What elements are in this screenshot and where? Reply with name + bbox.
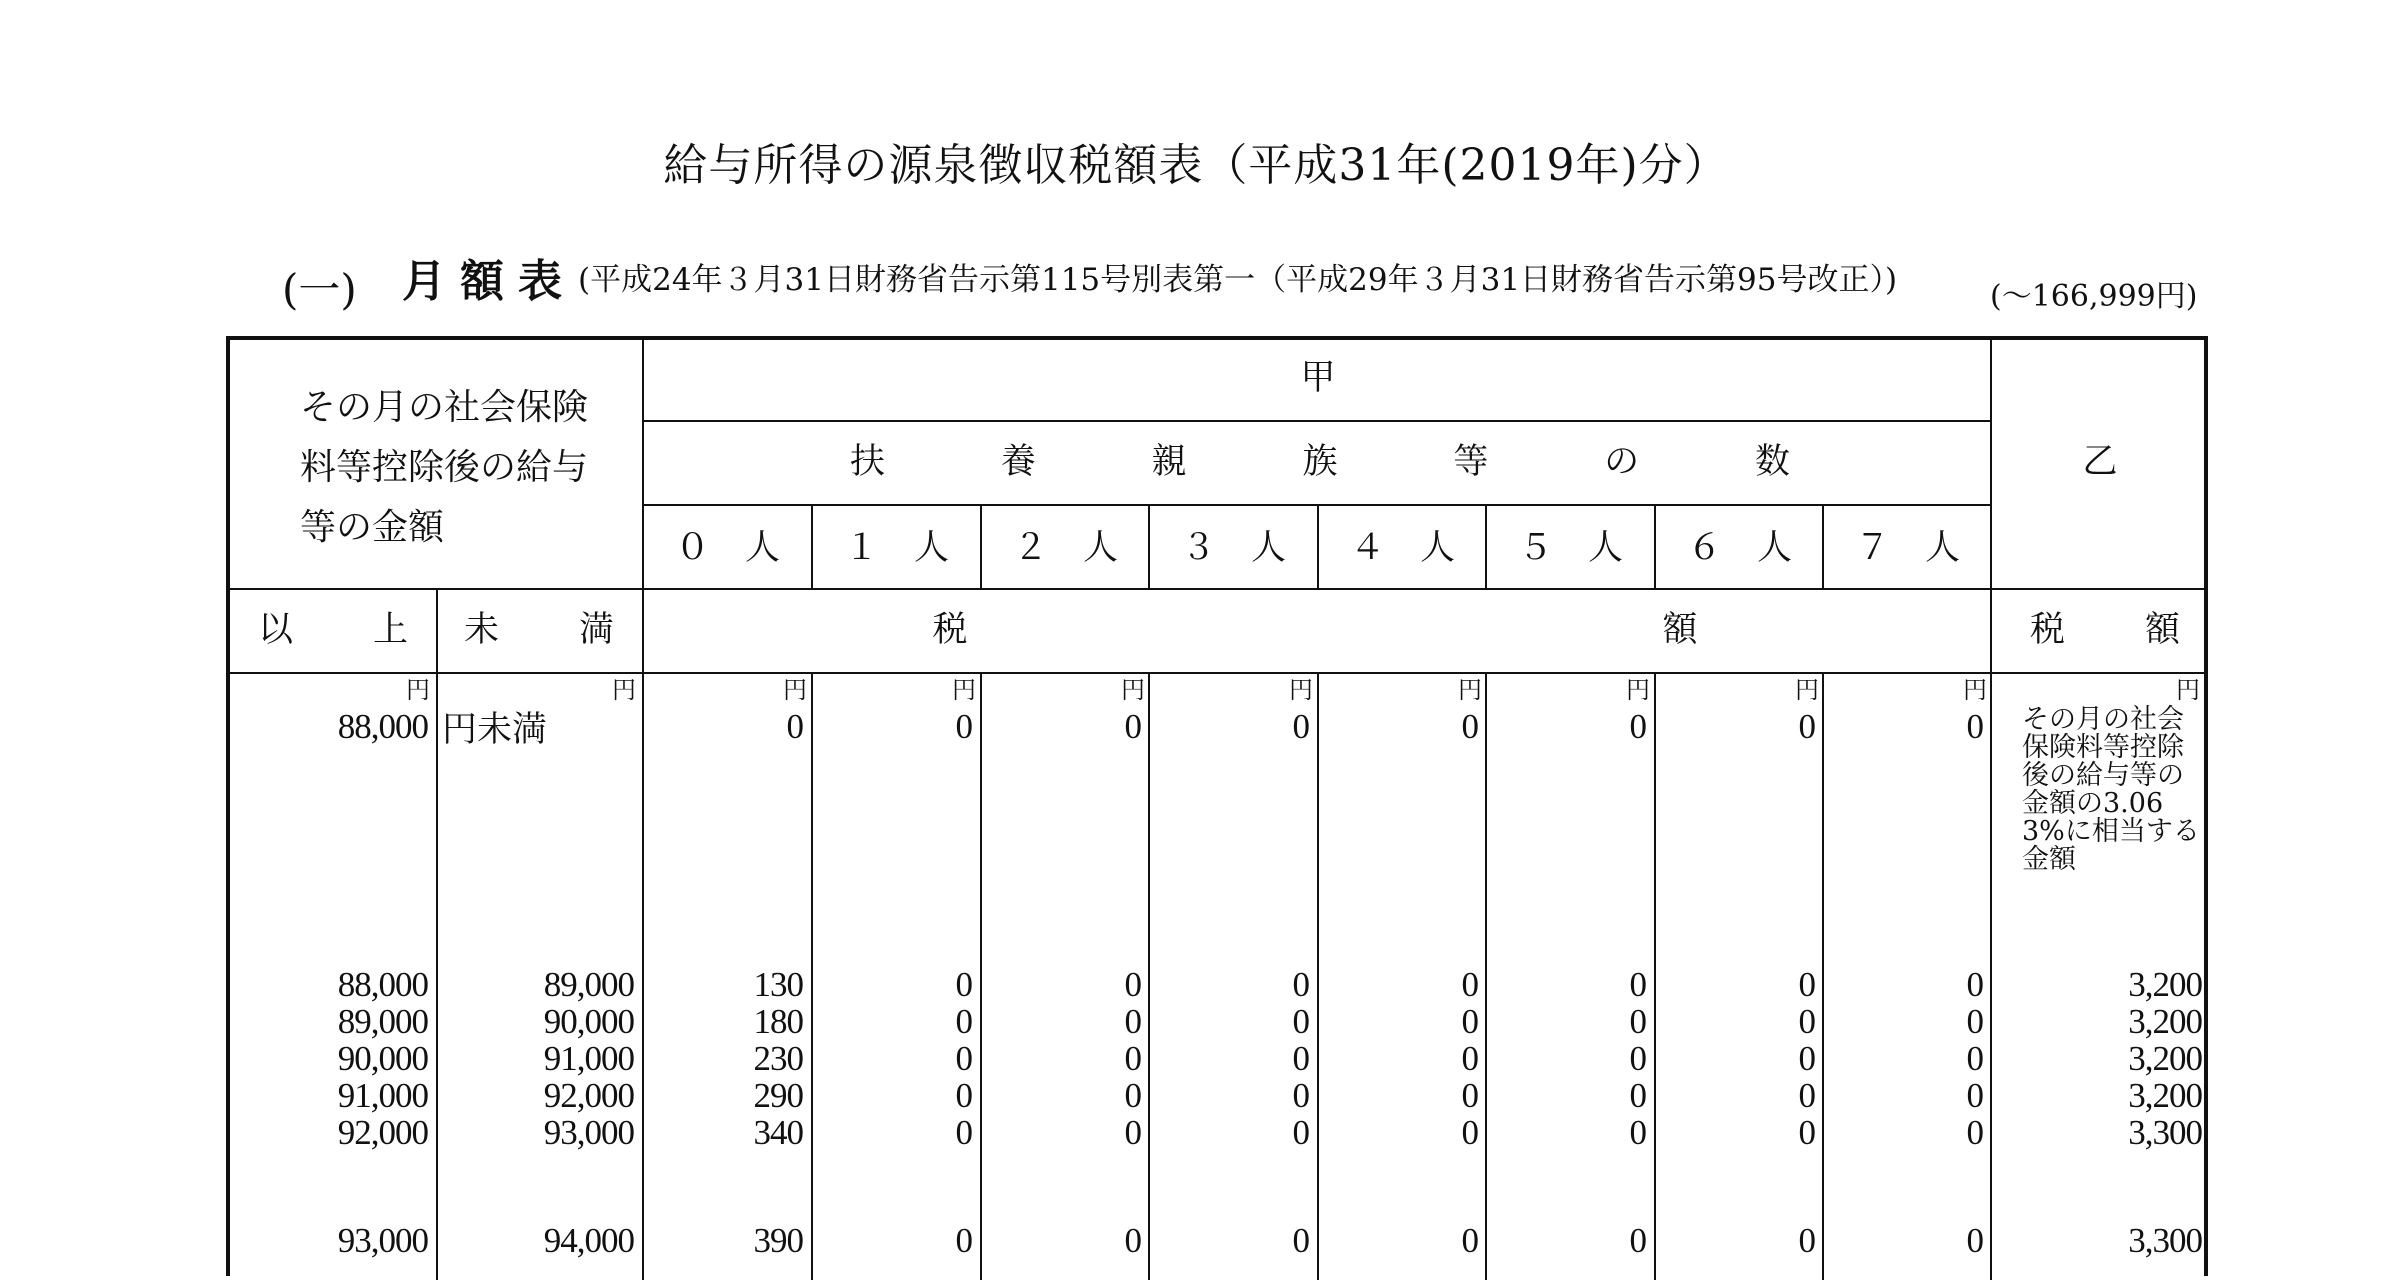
- section-number: (一): [282, 265, 357, 314]
- unit-label: 円: [1795, 676, 1819, 704]
- tax-label-left: 税: [932, 610, 968, 650]
- dependents-header-char: 扶: [850, 442, 886, 482]
- row-kou-5: 0: [1629, 1113, 1646, 1152]
- unit-label: 円: [1458, 676, 1482, 704]
- dependents-count-7: ７ 人: [1854, 528, 1960, 568]
- row-otsu: 3,200: [2128, 1076, 2202, 1115]
- rule-header-bottom: [230, 588, 2208, 590]
- row-kou-1: 0: [955, 1076, 972, 1115]
- row-kou-4: 0: [1461, 1113, 1478, 1152]
- first-row-kou-1: 0: [955, 707, 972, 746]
- dependents-count-1: １ 人: [843, 528, 949, 568]
- row-kou-5: 0: [1629, 1002, 1646, 1041]
- row-kou-6: 0: [1798, 1002, 1815, 1041]
- row-kou-6: 0: [1798, 1221, 1815, 1260]
- row-kou-4: 0: [1461, 1221, 1478, 1260]
- row-kou-3: 0: [1292, 1113, 1309, 1152]
- row-kou-2: 0: [1124, 1113, 1141, 1152]
- otsu-tax-header-char: 税: [2030, 610, 2066, 650]
- dependents-header: [850, 440, 1790, 484]
- otsu-header: 乙: [2082, 442, 2118, 482]
- first-row-below-text: 円未満: [442, 710, 548, 750]
- row-below: 91,000: [543, 1039, 634, 1078]
- row-kou-1: 0: [955, 1002, 972, 1041]
- section-legal-note: (平成24年３月31日財務省告示第115号別表第一（平成29年３月31日財務省告示第95号改正）): [578, 262, 1898, 298]
- dependents-count-2: ２ 人: [1012, 528, 1118, 568]
- rule-tax-label: [230, 672, 2208, 674]
- above-header-char: 上: [372, 610, 408, 650]
- unit-label: 円: [1963, 676, 1987, 704]
- first-row-kou-7: 0: [1966, 707, 1983, 746]
- row-kou-7: 0: [1966, 1002, 1983, 1041]
- dependents-header-char: 養: [1000, 442, 1036, 482]
- rule-kou: [644, 420, 1992, 422]
- document-title: 給与所得の源泉徴収税額表（平成31年(2019年)分）: [663, 140, 1729, 191]
- dependents-header-char: 数: [1754, 442, 1790, 482]
- dependents-header-char: の: [1604, 442, 1640, 482]
- above-header: [258, 608, 408, 652]
- row-kou-2: 0: [1124, 965, 1141, 1004]
- row-kou-7: 0: [1966, 1076, 1983, 1115]
- row-otsu: 3,200: [2128, 1002, 2202, 1041]
- row-kou-3: 0: [1292, 1221, 1309, 1260]
- row-otsu: 3,200: [2128, 1039, 2202, 1078]
- first-row-kou-6: 0: [1798, 707, 1815, 746]
- row-kou-2: 0: [1124, 1002, 1141, 1041]
- row-kou-0: 390: [753, 1221, 803, 1260]
- row-kou-2: 0: [1124, 1221, 1141, 1260]
- row-kou-3: 0: [1292, 1076, 1309, 1115]
- unit-label: 円: [612, 676, 636, 704]
- row-above: 92,000: [337, 1113, 428, 1152]
- row-kou-3: 0: [1292, 1002, 1309, 1041]
- row-kou-3: 0: [1292, 965, 1309, 1004]
- otsu-note: その月の社会保険料等控除後の給与等の金額の3.063%に相当する金額: [2022, 704, 2200, 875]
- first-row-kou-3: 0: [1292, 707, 1309, 746]
- row-below: 89,000: [543, 965, 634, 1004]
- tax-label-right: 額: [1662, 610, 1698, 650]
- otsu-tax-header: [2030, 608, 2180, 652]
- unit-label: 円: [2176, 676, 2200, 704]
- row-kou-0: 230: [753, 1039, 803, 1078]
- row-kou-5: 0: [1629, 1221, 1646, 1260]
- dependents-count-5: ５ 人: [1517, 528, 1623, 568]
- row-kou-0: 340: [753, 1113, 803, 1152]
- row-kou-7: 0: [1966, 1039, 1983, 1078]
- row-kou-1: 0: [955, 965, 972, 1004]
- row-kou-1: 0: [955, 1221, 972, 1260]
- row-kou-0: 290: [753, 1076, 803, 1115]
- row-above: 93,000: [337, 1221, 428, 1260]
- section-name: 月額表: [402, 256, 576, 307]
- row-kou-1: 0: [955, 1113, 972, 1152]
- first-row-below: 88,000: [337, 707, 428, 746]
- otsu-tax-header-char: 額: [2144, 610, 2180, 650]
- row-kou-3: 0: [1292, 1039, 1309, 1078]
- unit-label: 円: [783, 676, 807, 704]
- row-kou-4: 0: [1461, 965, 1478, 1004]
- row-kou-1: 0: [955, 1039, 972, 1078]
- kou-header: 甲: [1300, 358, 1336, 398]
- section-range: (～166,999円): [1990, 279, 2198, 314]
- amount-header: その月の社会保険料等控除後の給与等の金額: [300, 387, 589, 548]
- row-above: 91,000: [337, 1076, 428, 1115]
- below-header: [464, 608, 614, 652]
- row-kou-4: 0: [1461, 1076, 1478, 1115]
- above-header-char: 以: [258, 610, 294, 650]
- below-header-char: 満: [578, 610, 614, 650]
- row-kou-7: 0: [1966, 1113, 1983, 1152]
- row-kou-7: 0: [1966, 965, 1983, 1004]
- row-kou-4: 0: [1461, 1002, 1478, 1041]
- row-kou-5: 0: [1629, 965, 1646, 1004]
- row-kou-2: 0: [1124, 1076, 1141, 1115]
- first-row-kou-5: 0: [1629, 707, 1646, 746]
- row-kou-5: 0: [1629, 1039, 1646, 1078]
- dependents-count-3: ３ 人: [1180, 528, 1286, 568]
- row-below: 93,000: [543, 1113, 634, 1152]
- first-row-kou-0: 0: [786, 707, 803, 746]
- unit-label: 円: [1121, 676, 1145, 704]
- dependents-header-char: 親: [1151, 442, 1187, 482]
- below-header-char: 未: [464, 610, 500, 650]
- unit-label: 円: [1626, 676, 1650, 704]
- row-otsu: 3,200: [2128, 965, 2202, 1004]
- dependents-count-4: ４ 人: [1349, 528, 1455, 568]
- unit-label: 円: [406, 676, 430, 704]
- row-below: 94,000: [543, 1221, 634, 1260]
- row-otsu: 3,300: [2128, 1221, 2202, 1260]
- row-kou-4: 0: [1461, 1039, 1478, 1078]
- row-kou-7: 0: [1966, 1221, 1983, 1260]
- unit-label: 円: [1289, 676, 1313, 704]
- row-below: 92,000: [543, 1076, 634, 1115]
- dependents-header-char: 族: [1302, 442, 1338, 482]
- row-kou-5: 0: [1629, 1076, 1646, 1115]
- dependents-count-0: ０ 人: [674, 528, 780, 568]
- first-row-kou-2: 0: [1124, 707, 1141, 746]
- row-kou-0: 180: [753, 1002, 803, 1041]
- row-above: 90,000: [337, 1039, 428, 1078]
- dependents-header-char: 等: [1453, 442, 1489, 482]
- row-above: 89,000: [337, 1002, 428, 1041]
- row-above: 88,000: [337, 965, 428, 1004]
- row-kou-6: 0: [1798, 965, 1815, 1004]
- row-kou-6: 0: [1798, 1039, 1815, 1078]
- unit-label: 円: [952, 676, 976, 704]
- first-row-kou-4: 0: [1461, 707, 1478, 746]
- row-below: 90,000: [543, 1002, 634, 1041]
- rule-above-below: [436, 588, 438, 1280]
- row-kou-0: 130: [753, 965, 803, 1004]
- row-otsu: 3,300: [2128, 1113, 2202, 1152]
- row-kou-6: 0: [1798, 1113, 1815, 1152]
- dependents-count-6: ６ 人: [1686, 528, 1792, 568]
- row-kou-2: 0: [1124, 1039, 1141, 1078]
- row-kou-6: 0: [1798, 1076, 1815, 1115]
